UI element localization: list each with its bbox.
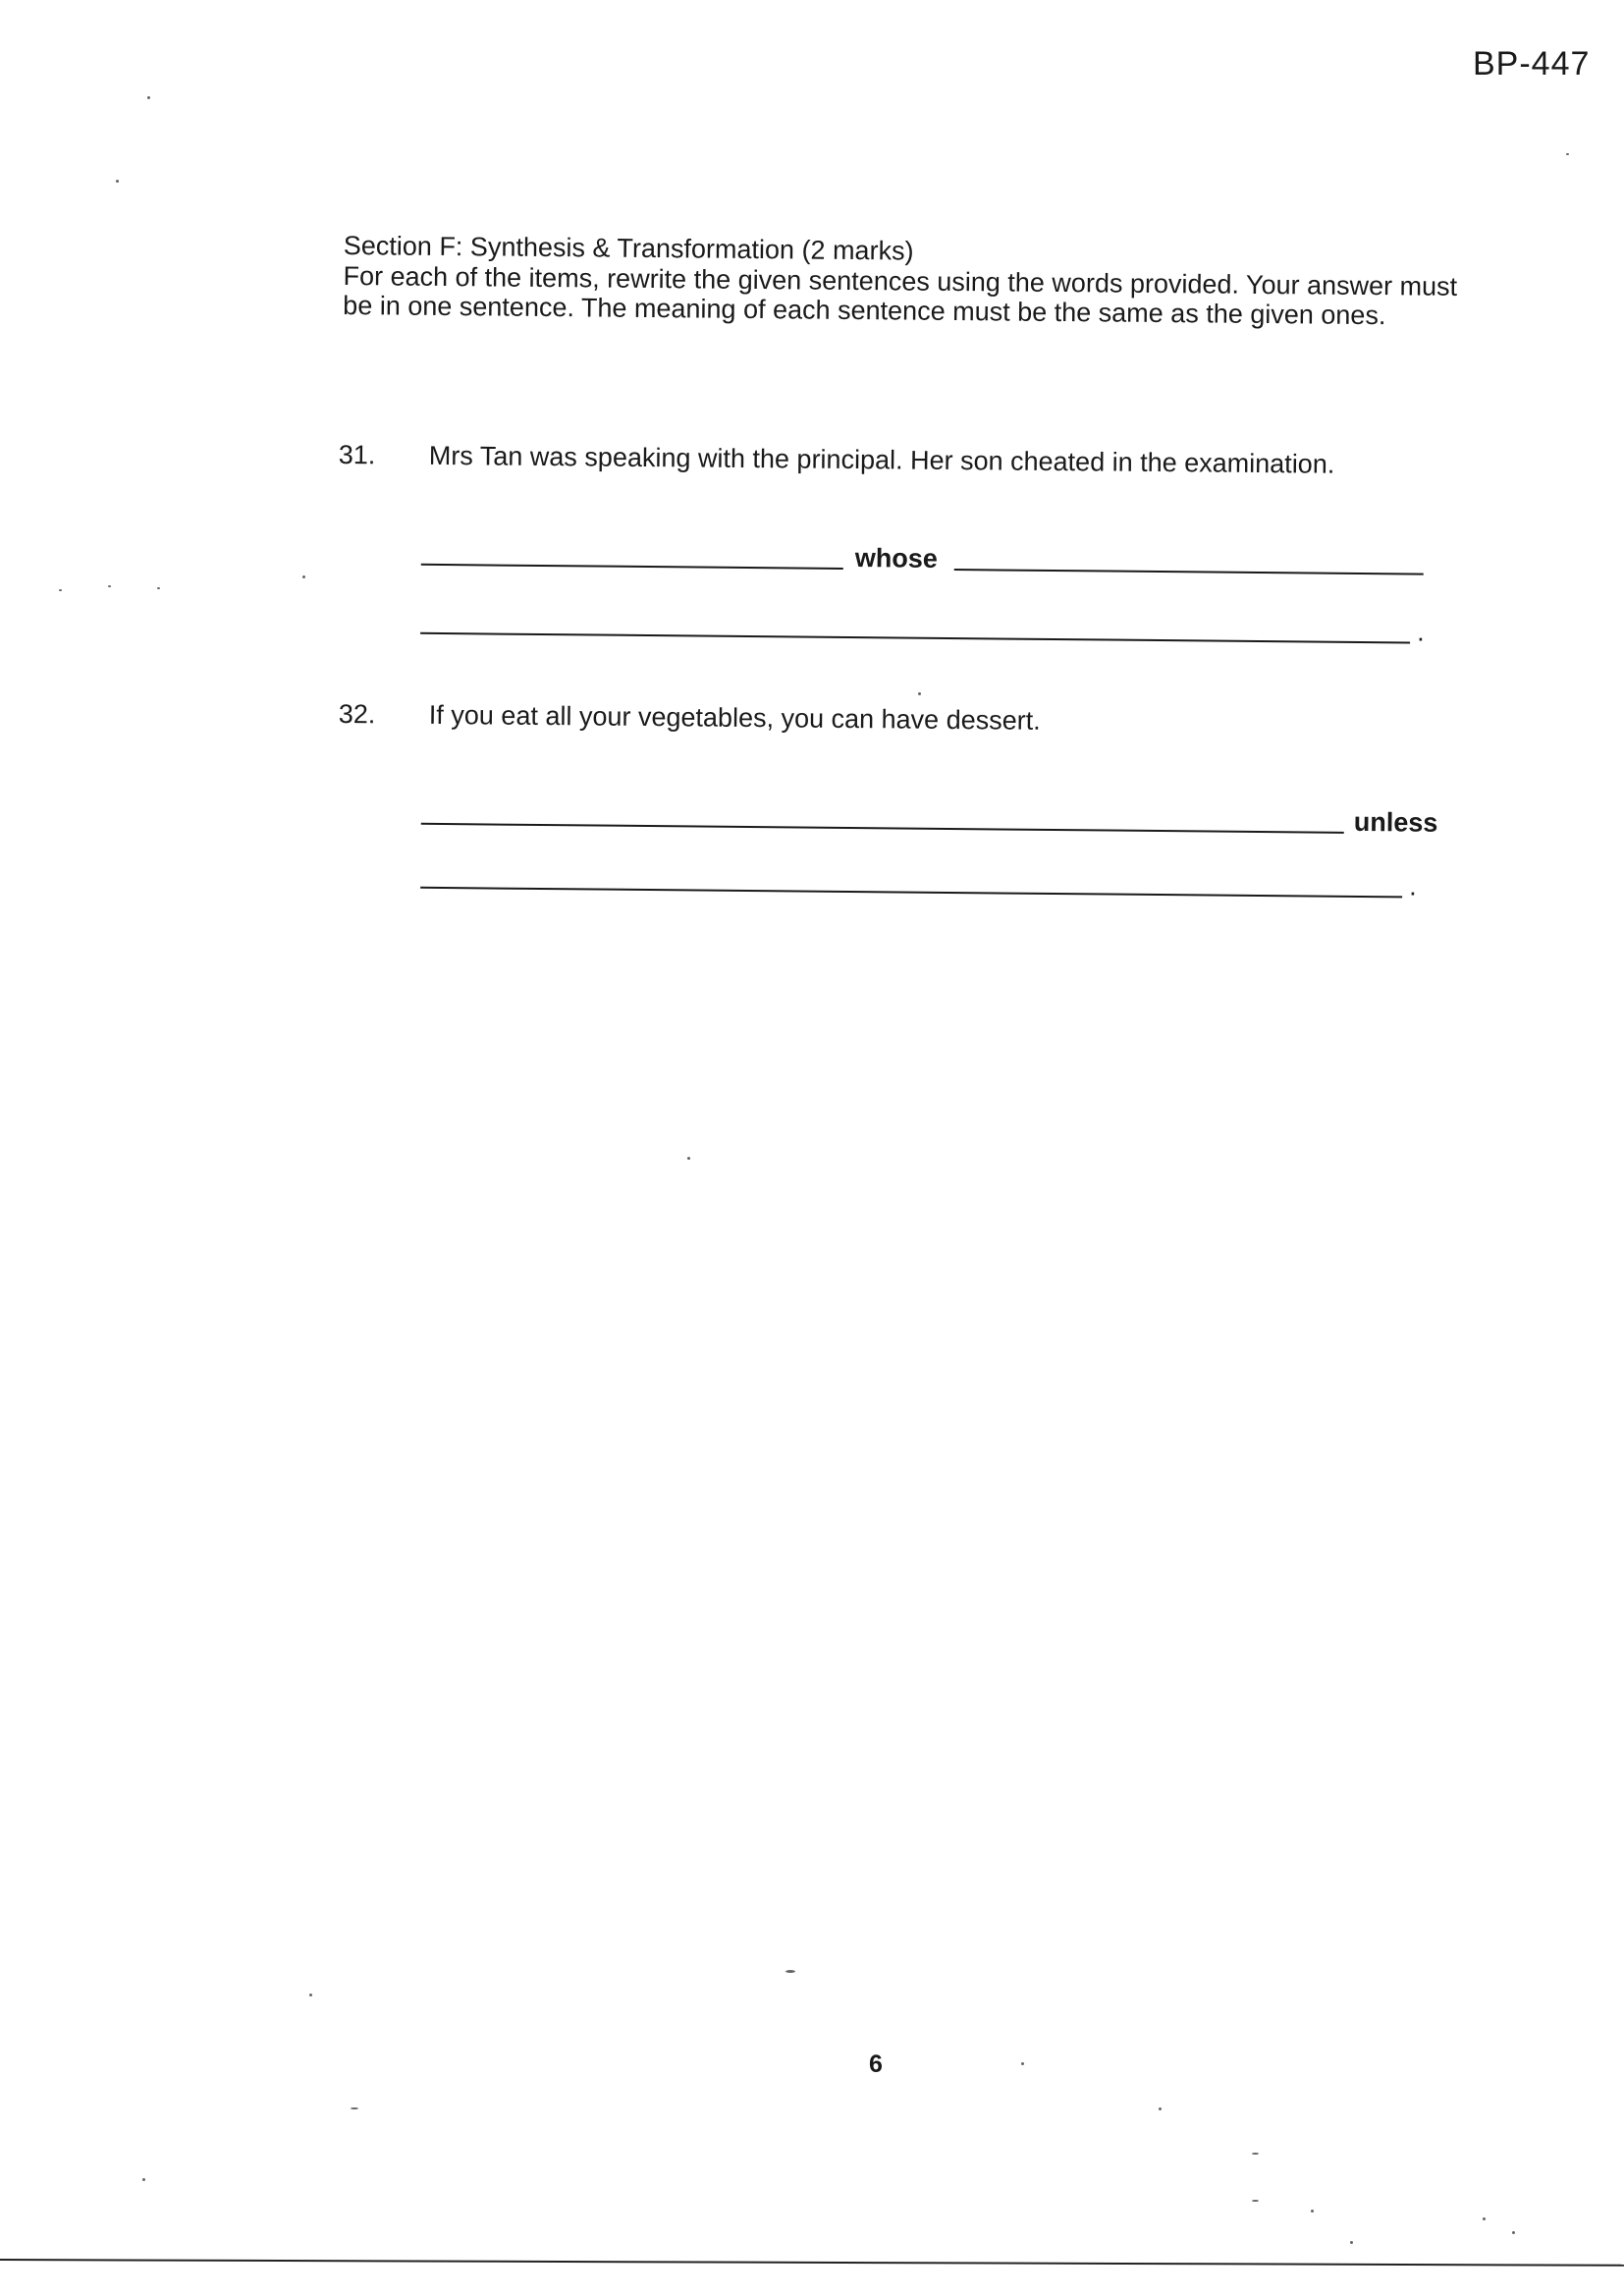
scan-speck (108, 585, 111, 587)
sentence-end-mark: . (1417, 617, 1425, 647)
scan-speck (116, 180, 119, 183)
section-instruction-text: For each of the items, rewrite the given sentences using the words provided. Your answer must be in one sentence. The meaning of each sentence must be the same as the given ones. (343, 260, 1458, 331)
answer-line-blank-2[interactable] (420, 887, 1402, 899)
scan-speck (309, 1994, 312, 1996)
scan-speck (1350, 2241, 1353, 2244)
scan-speck (157, 587, 160, 589)
connector-word: unless (1353, 806, 1438, 838)
question-number: 32. (338, 699, 376, 730)
document-code: BP-447 (1473, 45, 1591, 82)
scan-speck (1021, 2062, 1024, 2065)
question-31 (338, 440, 1468, 647)
question-text: If you eat all your vegetables, you can have dessert. (428, 699, 1041, 736)
sentence-end-mark: . (1409, 871, 1417, 902)
scan-speck (351, 2107, 358, 2109)
scan-speck (1512, 2231, 1515, 2234)
section-title: Section F: Synthesis & Transformation (2 marks) (343, 230, 914, 266)
question-number: 31. (338, 440, 376, 470)
question-text: Mrs Tan was speaking with the principal. Her son cheated in the examination. (428, 440, 1335, 479)
answer-line-blank-2[interactable] (954, 569, 1424, 575)
scan-speck (1566, 153, 1569, 155)
scan-speck (1252, 2153, 1259, 2155)
scan-speck (785, 1970, 795, 1973)
scan-speck (1311, 2210, 1314, 2213)
scan-speck (687, 1157, 690, 1160)
scan-edge-line (0, 2259, 1624, 2267)
connector-word: whose (854, 543, 939, 574)
scan-speck (147, 96, 150, 99)
question-32 (338, 699, 1468, 902)
answer-line-blank-1[interactable] (421, 823, 1344, 834)
scan-speck (918, 692, 921, 695)
scan-speck (59, 589, 62, 591)
scan-speck (142, 2178, 145, 2181)
section-instructions (343, 230, 1473, 331)
answer-line-blank-3[interactable] (420, 632, 1410, 644)
page-number: 6 (869, 2050, 883, 2078)
scan-speck (1252, 2200, 1259, 2202)
scan-speck (1483, 2217, 1486, 2220)
scan-speck (302, 575, 305, 578)
scan-speck (1159, 2107, 1162, 2110)
answer-line-blank-1[interactable] (421, 564, 843, 570)
